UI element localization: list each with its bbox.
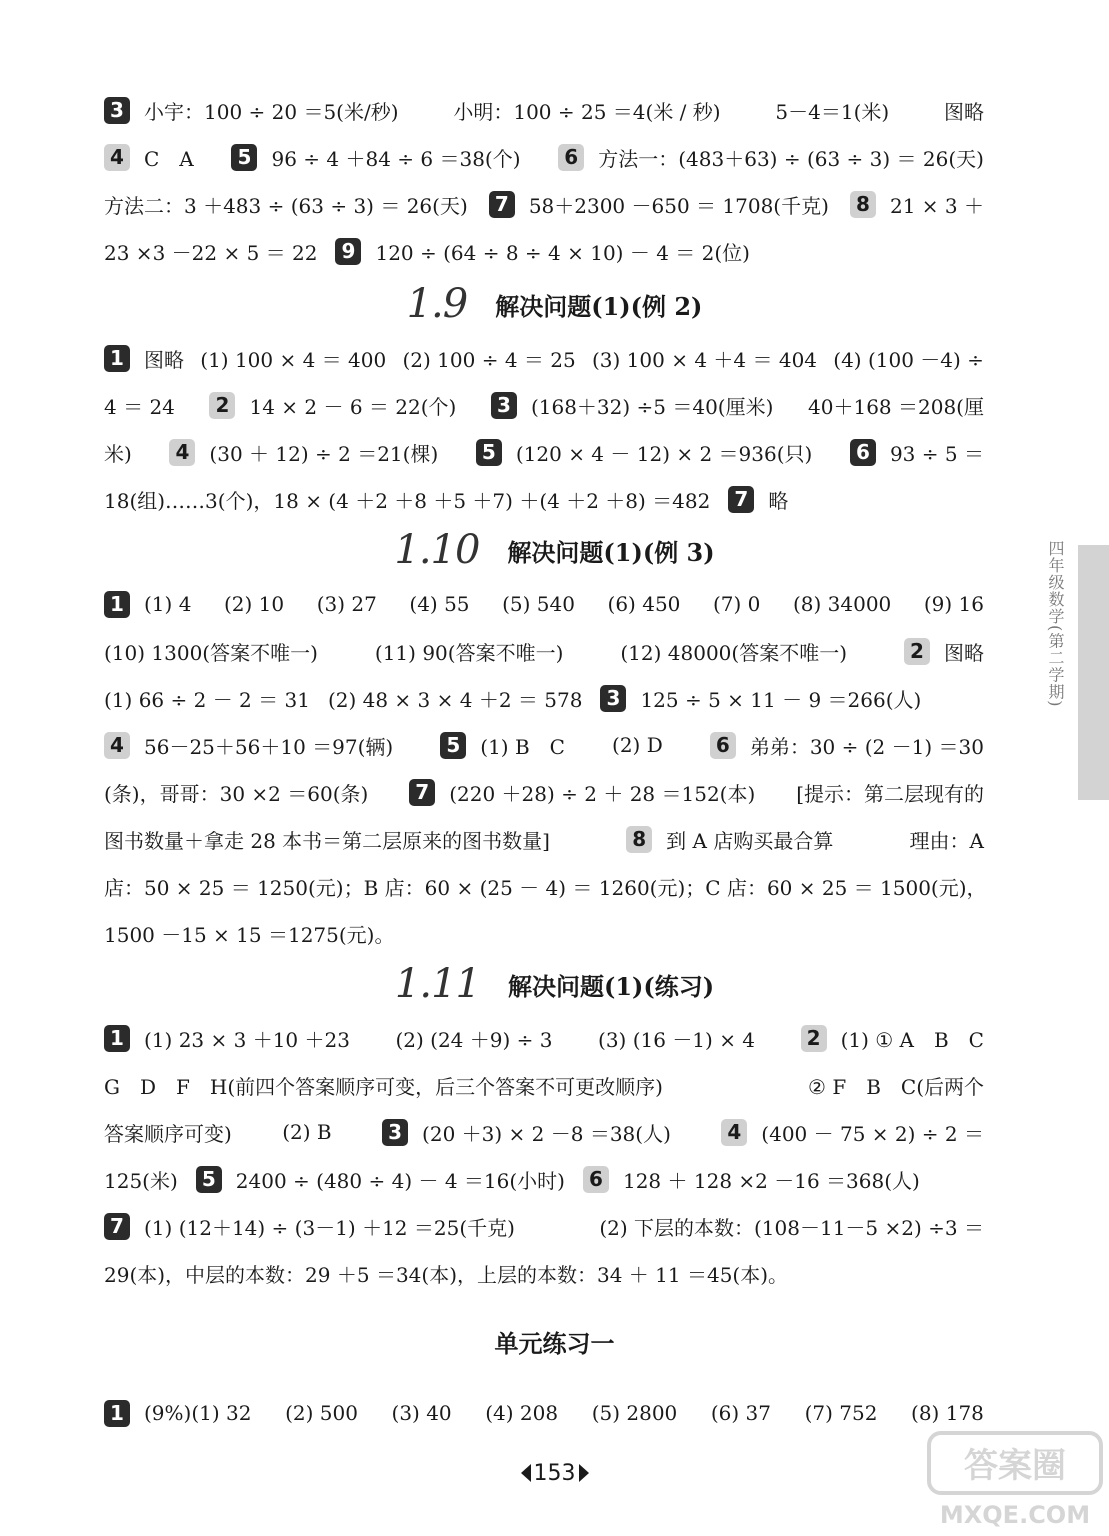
answer-text: (9) 16 [923, 592, 984, 616]
answer-text: (1) 23 × 3 ＋10 ＋23 [144, 1027, 350, 1052]
answer-item [104, 1024, 350, 1053]
unit-title: 单元练习一 [494, 1329, 615, 1358]
answer-line [104, 725, 984, 765]
answer-item [911, 1401, 984, 1425]
answer-line [104, 1206, 984, 1246]
svg-text:MXQE.COM: MXQE.COM [939, 1501, 1091, 1529]
answer-item [910, 825, 984, 854]
answer-item [409, 778, 755, 807]
answer-item [476, 438, 812, 467]
answer-item [904, 637, 984, 666]
side-label: 四年级数学(第二学期) [1046, 540, 1065, 708]
answer-item [775, 96, 889, 125]
answer-text: (1) 100 × 4 ＝ 400 [200, 347, 387, 372]
answer-item [402, 344, 575, 373]
answer-item [796, 778, 984, 807]
answer-text: (条)，哥哥：30 ×2 ＝60(条) [104, 781, 369, 806]
answer-text: (2) 10 [223, 592, 285, 616]
answer-text: (1) (12＋14) ÷ (3－1) ＋12 ＝25(千克) [144, 1215, 515, 1240]
answer-text: (10) 1300(答案不唯一) [104, 640, 318, 665]
section-heading [0, 280, 1109, 328]
answer-text: (11) 90(答案不唯一) [374, 640, 564, 665]
answer-item [104, 143, 194, 172]
question-number-badge: 2 [209, 392, 235, 419]
question-number-badge: 8 [850, 191, 876, 218]
answer-item [224, 592, 284, 616]
question-number-badge: 6 [710, 732, 736, 759]
question-number-badge: 1 [104, 1025, 130, 1052]
answer-item [850, 438, 984, 467]
answer-text: 米) [104, 441, 132, 466]
answer-text: 125 ÷ 5 × 11 － 9 ＝266(人) [640, 687, 922, 712]
answer-text: 1500 －15 × 15 ＝1275(元)。 [104, 922, 395, 947]
answer-line [104, 866, 987, 906]
answer-line [104, 137, 984, 177]
answer-text: 14 × 2 － 6 ＝ 22(个) [249, 394, 457, 419]
answer-line [104, 432, 984, 472]
answer-item [710, 731, 984, 760]
question-number-badge: 3 [382, 1119, 408, 1146]
answer-item [620, 637, 847, 666]
answer-text: (168＋32) ÷5 ＝40(厘米) [530, 394, 774, 419]
answer-line [104, 184, 984, 224]
answer-text: (5) 2800 [591, 1401, 678, 1425]
answer-text: (2) 100 ÷ 4 ＝ 25 [402, 347, 576, 372]
answer-text: 125(米) [104, 1168, 178, 1193]
answer-line [104, 1112, 984, 1152]
answer-item [104, 778, 368, 807]
question-number-badge: 2 [801, 1025, 827, 1052]
answer-text: 小宇：100 ÷ 20 ＝5(米/秒) [144, 99, 399, 124]
answer-line [104, 1393, 984, 1433]
answer-item [104, 96, 399, 125]
question-number-badge: 3 [600, 685, 626, 712]
answer-item [598, 1024, 755, 1053]
question-number-badge: 7 [409, 779, 435, 806]
answer-text: (2) 下层的本数：(108－11－5 ×2) ÷3 ＝ [599, 1215, 984, 1240]
answer-line [104, 631, 984, 671]
answer-item [600, 684, 921, 713]
question-number-badge: 7 [489, 191, 515, 218]
answer-text: 图略 [944, 99, 984, 124]
answer-item [808, 391, 984, 420]
page-number-text: 153 [533, 1460, 576, 1486]
answer-item [453, 96, 720, 125]
answer-text: (1) 66 ÷ 2 － 2 ＝ 31 [104, 687, 310, 712]
answer-line [104, 1159, 984, 1199]
answer-text: (120 × 4 － 12) × 2 ＝936(只) [515, 441, 813, 466]
answer-item [104, 391, 175, 420]
answer-item [104, 919, 395, 948]
question-number-badge: 7 [728, 486, 754, 513]
section-title: 解决问题(1)(例 3) [507, 537, 715, 567]
question-number-badge: 4 [104, 732, 130, 759]
answer-text: 店：50 × 25 ＝ 1250(元)；B 店：60 × (25 － 4) ＝ 1260(元)；C 店：60 × 25 ＝ 1500(元)， [104, 875, 987, 900]
side-tab [1078, 545, 1109, 800]
answer-text: (7) 752 [804, 1401, 878, 1425]
watermark-logo [925, 1425, 1105, 1533]
answer-item [285, 1401, 358, 1425]
answer-text: (3) 100 × 4 ＋4 ＝ 404 [591, 347, 818, 372]
answer-item [104, 1165, 178, 1194]
section-title: 解决问题(1)(练习) [507, 971, 715, 1001]
answer-text: 图略 [144, 347, 184, 372]
answer-item [489, 190, 829, 219]
answer-text: 18(组)……3(个)，18 × (4 ＋2 ＋8 ＋5 ＋7) ＋(4 ＋2 ＋8) ＝482 [104, 488, 711, 513]
answer-text: 方法二：3 ＋483 ÷ (63 ÷ 3) ＝ 26(天) [104, 193, 468, 218]
section-number: 1.10 [394, 527, 480, 573]
answer-item [599, 1212, 984, 1241]
answer-text: 图略 [943, 640, 984, 665]
answer-text: (2) 48 × 3 × 4 ＋2 ＝ 578 [327, 687, 583, 712]
answer-item [200, 344, 386, 373]
answer-text: 58＋2300 －650 ＝ 1708(千克) [528, 193, 829, 218]
answer-item [104, 1400, 251, 1427]
answer-text: C A [144, 146, 194, 171]
question-number-badge: 5 [231, 144, 257, 171]
answer-item [104, 637, 318, 666]
answer-item [808, 1071, 984, 1100]
answer-item [104, 591, 191, 618]
answer-line [104, 772, 984, 812]
answer-text: (4) (100 －4) ÷ [833, 347, 984, 372]
answer-item [833, 344, 984, 373]
answer-item [231, 143, 520, 172]
question-number-badge: 1 [104, 345, 130, 372]
answer-item [721, 1118, 984, 1147]
answer-item [335, 237, 750, 266]
answer-text: 小明：100 ÷ 25 ＝4(米 / 秒) [453, 99, 721, 124]
question-number-badge: 4 [169, 439, 195, 466]
question-number-badge: 2 [904, 638, 930, 665]
question-number-badge: 5 [440, 732, 466, 759]
answer-item [583, 1165, 920, 1194]
answer-text: (12) 48000(答案不唯一) [620, 640, 847, 665]
section-number: 1.9 [406, 281, 468, 327]
answer-text: (4) 55 [409, 592, 470, 616]
answer-item [317, 592, 377, 616]
answer-text: 128 ＋ 128 ×2 －16 ＝368(人) [622, 1168, 920, 1193]
answer-text: 2400 ÷ (480 ÷ 4) － 4 ＝16(小时) [235, 1168, 565, 1193]
answer-item [104, 731, 393, 760]
answer-item [104, 344, 184, 373]
answer-line [104, 338, 984, 378]
answer-item [104, 237, 317, 266]
answer-text: (1) 4 [144, 592, 192, 616]
answer-item [801, 1024, 984, 1053]
answer-text: 到 A 店购买最合算 [666, 828, 834, 853]
question-number-badge: 5 [196, 1166, 222, 1193]
answer-text: (6) 450 [607, 592, 681, 616]
answer-text: (4) 208 [485, 1401, 559, 1425]
section-heading [0, 526, 1109, 574]
answer-text: 理由：A [909, 828, 984, 853]
answer-text: 图书数量＋拿走 28 本书＝第二层原来的图书数量] [104, 828, 550, 853]
answer-text: (5) 540 [502, 592, 575, 616]
answer-item [104, 872, 987, 901]
answer-item [713, 592, 760, 616]
answer-text: (1) B C [480, 734, 565, 759]
answer-text: 21 × 3 ＋ [889, 193, 984, 218]
answer-text: 略 [768, 488, 789, 513]
question-number-badge: 9 [335, 238, 361, 265]
answer-item [104, 1259, 788, 1288]
answer-line [104, 479, 984, 519]
answer-item [440, 731, 565, 760]
watermark-text: 答案圈 [964, 1446, 1066, 1486]
question-number-badge: 6 [583, 1166, 609, 1193]
answer-line [104, 584, 984, 624]
question-number-badge: 8 [626, 826, 652, 853]
answer-item [104, 825, 550, 854]
answer-item [395, 1024, 552, 1053]
answer-text: (3) 27 [316, 592, 377, 616]
answer-item [282, 1120, 331, 1144]
answer-item [104, 1071, 663, 1100]
question-number-badge: 1 [104, 1400, 130, 1427]
answer-text: 弟弟：30 ÷ (2 －1) ＝30 [749, 734, 984, 759]
answer-text: (400 － 75 × 2) ÷ 2 ＝ [761, 1121, 984, 1146]
answer-text: (3) (16 －1) × 4 [598, 1027, 756, 1052]
answer-text: (8) 178 [911, 1401, 984, 1425]
answer-item [485, 1401, 558, 1425]
answer-item [104, 684, 310, 713]
answer-item [382, 1118, 671, 1147]
answer-item [375, 637, 563, 666]
answer-item [328, 684, 583, 713]
answer-line [104, 678, 984, 718]
answer-text: (7) 0 [712, 592, 761, 616]
answer-text: 5－4＝1(米) [775, 99, 890, 124]
answer-text: 4 ＝ 24 [104, 394, 175, 419]
answer-text: (2) B [282, 1120, 332, 1144]
answer-text: (30 ＋ 12) ÷ 2 ＝21(棵) [209, 441, 439, 466]
answer-item [850, 190, 984, 219]
question-number-badge: 5 [476, 439, 502, 466]
question-number-badge: 7 [104, 1213, 130, 1240]
answer-item [558, 143, 984, 172]
answer-text: ② F B C(后两个 [808, 1074, 984, 1099]
answer-text: 40＋168 ＝208(厘 [808, 394, 984, 419]
answer-item [502, 592, 575, 616]
answer-text: 答案顺序可变) [104, 1121, 232, 1146]
answer-text: (220 ＋28) ÷ 2 ＋ 28 ＝152(本) [449, 781, 756, 806]
answer-item [409, 592, 469, 616]
question-number-badge: 4 [721, 1119, 747, 1146]
answer-item [711, 1401, 771, 1425]
answer-item [104, 438, 132, 467]
answer-line [104, 819, 984, 859]
triangle-left-icon [521, 1464, 531, 1482]
answer-item [592, 1401, 678, 1425]
question-number-badge: 4 [104, 144, 130, 171]
answer-line [104, 1253, 984, 1293]
question-number-badge: 6 [558, 144, 584, 171]
answer-text: 120 ÷ (64 ÷ 8 ÷ 4 × 10) － 4 ＝ 2(位) [375, 240, 750, 265]
answer-text: (2) (24 ＋9) ÷ 3 [395, 1027, 553, 1052]
answer-text: (3) 40 [391, 1401, 452, 1425]
answer-text: (9%)(1) 32 [144, 1401, 252, 1425]
answer-line [104, 1065, 984, 1105]
answer-item [392, 1401, 452, 1425]
answer-item [209, 391, 456, 420]
answer-item [104, 1118, 232, 1147]
answer-line [104, 1018, 984, 1058]
answer-text: (6) 37 [710, 1401, 771, 1425]
question-number-badge: 3 [491, 392, 517, 419]
answer-text: (2) D [612, 733, 663, 757]
answer-text: 96 ÷ 4 ＋84 ÷ 6 ＝38(个) [271, 146, 521, 171]
answer-text: G D F H(前四个答案顺序可变，后三个答案不可更改顺序) [104, 1074, 663, 1099]
answer-text: 93 ÷ 5 ＝ [889, 441, 984, 466]
triangle-right-icon [579, 1464, 589, 1482]
question-number-badge: 1 [104, 591, 130, 618]
answer-item [612, 733, 663, 757]
answer-text: (1) ① A B C [840, 1027, 984, 1052]
answer-line [104, 385, 984, 425]
answer-text: 23 ×3 －22 × 5 ＝ 22 [104, 240, 318, 265]
answer-text: (20 ＋3) × 2 －8 ＝38(人) [422, 1121, 671, 1146]
section-number: 1.11 [394, 961, 480, 1007]
answer-item [196, 1165, 565, 1194]
answer-item [104, 190, 468, 219]
answer-text: [提示：第二层现有的 [796, 781, 984, 806]
answer-item [104, 485, 710, 514]
answer-text: (2) 500 [285, 1401, 358, 1425]
answer-line [104, 913, 984, 953]
answer-item [626, 825, 833, 854]
answer-text: 29(本)，中层的本数：29 ＋5 ＝34(本)，上层的本数：34 ＋ 11 ＝45(本)。 [104, 1262, 789, 1287]
answer-item [491, 391, 773, 420]
answer-item [924, 592, 984, 616]
question-number-badge: 3 [104, 97, 130, 124]
answer-text: 方法一：(483＋63) ÷ (63 ÷ 3) ＝ 26(天) [598, 146, 984, 171]
section-heading [0, 960, 1109, 1008]
answer-item [728, 485, 788, 514]
section-title: 解决问题(1)(例 2) [495, 291, 703, 321]
answer-item [608, 592, 681, 616]
answer-line [104, 90, 984, 130]
answer-item [169, 438, 438, 467]
answer-item [805, 1401, 878, 1425]
answer-line [104, 231, 984, 271]
answer-item [104, 1212, 515, 1241]
answer-item [793, 592, 891, 616]
question-number-badge: 6 [850, 439, 876, 466]
answer-text: 56－25＋56＋10 ＝97(辆) [144, 734, 394, 759]
answer-item [592, 344, 817, 373]
answer-text: (8) 34000 [792, 592, 892, 616]
answer-item [944, 96, 984, 125]
